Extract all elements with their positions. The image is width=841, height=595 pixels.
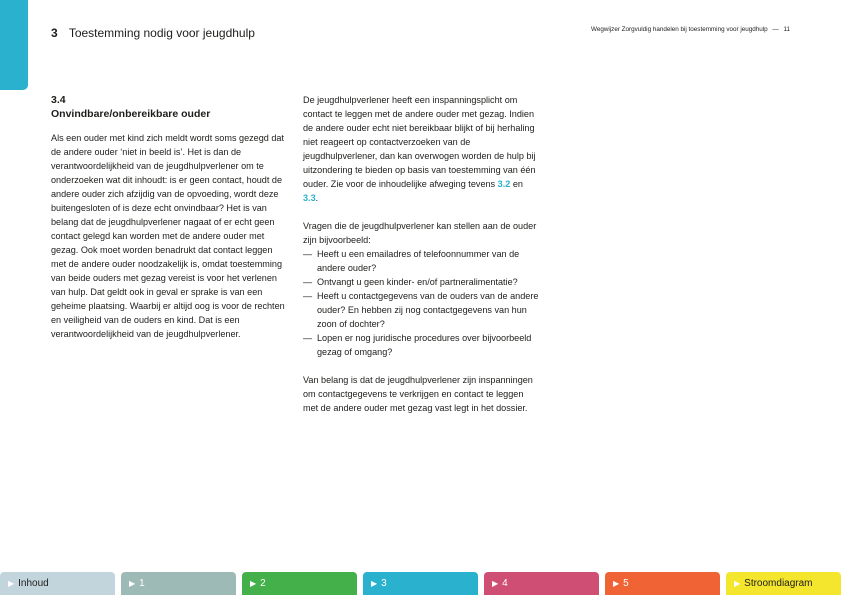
play-arrow-icon: ▶ <box>734 579 741 588</box>
list-item-text: Ontvangt u geen kinder- en/of partneralimentatie? <box>317 277 518 287</box>
nav-tab-label: Stroomdiagram <box>744 578 813 589</box>
right-paragraph-1 <box>303 93 539 205</box>
list-dash: — <box>303 277 313 287</box>
nav-tab-stroomdiagram[interactable] <box>726 572 841 595</box>
play-arrow-icon: ▶ <box>492 579 499 588</box>
list-item <box>303 275 539 289</box>
list-item <box>303 289 539 331</box>
running-header <box>591 26 790 33</box>
list-item <box>303 247 539 275</box>
chapter-side-tab <box>0 0 28 90</box>
list-dash: — <box>303 249 313 259</box>
nav-tab-label: 5 <box>623 578 629 589</box>
page-separator: — <box>772 26 779 33</box>
list-item-text: Heeft u contactgegevens van de ouders van de andere ouder? En hebben zij nog contactgegevens van hun zoon of dochter? <box>317 291 539 329</box>
section-link-3-3[interactable]: 3.3 <box>303 193 316 203</box>
conjunction: en <box>510 179 523 189</box>
play-arrow-icon: ▶ <box>250 579 257 588</box>
nav-tab-5[interactable] <box>605 572 720 595</box>
chapter-navigation <box>0 572 841 595</box>
nav-tab-label: 4 <box>502 578 508 589</box>
right-paragraph-3: Van belang is dat de jeugdhulpverlener zijn inspanningen om contactgegevens te verkrijgen en contact te leggen met de andere ouder met gezag vast legt in het dossier. <box>303 375 533 413</box>
period: . <box>315 193 319 203</box>
page-number: 11 <box>783 26 790 33</box>
nav-tab-label: Inhoud <box>18 578 49 589</box>
running-title: Wegwijzer Zorgvuldig handelen bij toestemming voor jeugdhulp <box>591 26 768 33</box>
list-item <box>303 331 539 359</box>
play-arrow-icon: ▶ <box>613 579 620 588</box>
left-paragraph: Als een ouder met kind zich meldt wordt soms gezegd dat de andere ouder ‘niet in beeld is’. Het is dan de verantwoordelijkheid van de jeugdhulpverlener om te onderzoeken wat dit inhoudt: is er geen contact, houdt de andere ouder zich afzijdig van de opvoeding, wordt deze buitengesloten of is deze echt onvindbaar? Het is van belang dat de jeugdhulpverlener nagaat of er echt geen contact gelegd kan worden met de andere ouder met gezag. Ook moet worden benadrukt dat contact leggen met de andere ouder noodzakelijk is, omdat toestemming van beide ouders met gezag vereist is voor het verlenen van hulp. Dat geldt ook in geval er sprake is van een geheime plaatsing. Waarbij er altijd oog is voor de rechten en veiligheid van de ouders en kind. Dat is een verantwoordelijkheid van de jeugdhulpverlener. <box>51 133 285 339</box>
right-paragraph-2: Vragen die de jeugdhulpverlener kan stellen aan de ouder zijn bijvoorbeeld: <box>303 221 537 245</box>
nav-tab-label: 3 <box>381 578 387 589</box>
play-arrow-icon: ▶ <box>371 579 378 588</box>
nav-tab-1[interactable] <box>121 572 236 595</box>
section-number: 3.4 <box>51 94 66 106</box>
nav-tab-3[interactable] <box>363 572 478 595</box>
nav-tab-label: 2 <box>260 578 266 589</box>
left-column <box>51 93 287 355</box>
list-item-text: Lopen er nog juridische procedures over bijvoorbeeld gezag of omgang? <box>317 333 532 357</box>
nav-tab-inhoud[interactable] <box>0 572 115 595</box>
question-list <box>303 247 539 359</box>
play-arrow-icon: ▶ <box>129 579 136 588</box>
section-link-3-2[interactable]: 3.2 <box>497 179 511 189</box>
play-arrow-icon: ▶ <box>8 579 15 588</box>
nav-tab-label: 1 <box>139 578 145 589</box>
list-item-text: Heeft u een emailadres of telefoonnummer van de andere ouder? <box>317 249 520 273</box>
section-title: Onvindbare/onbereikbare ouder <box>51 108 211 120</box>
nav-tab-4[interactable] <box>484 572 599 595</box>
nav-tab-2[interactable] <box>242 572 357 595</box>
chapter-title: Toestemming nodig voor jeugdhulp <box>68 26 255 40</box>
list-dash: — <box>303 333 313 343</box>
chapter-number: 3 <box>51 26 58 40</box>
chapter-heading <box>51 26 255 40</box>
right-column <box>303 93 539 429</box>
list-dash: — <box>303 291 313 301</box>
paragraph-text: De jeugdhulpverlener heeft een inspanningsplicht om contact te leggen met de andere ouder met gezag. Indien de andere ouder echt niet bereikbaar blijkt of bij herhaling niet reageert op contactverzoeken van de jeugdhulpverlener, dan kan overwogen worden de hulp bij uitzondering te bieden op basis van toestemming van één ouder. Zie voor de inhoudelijke afweging tevens <box>303 95 536 189</box>
